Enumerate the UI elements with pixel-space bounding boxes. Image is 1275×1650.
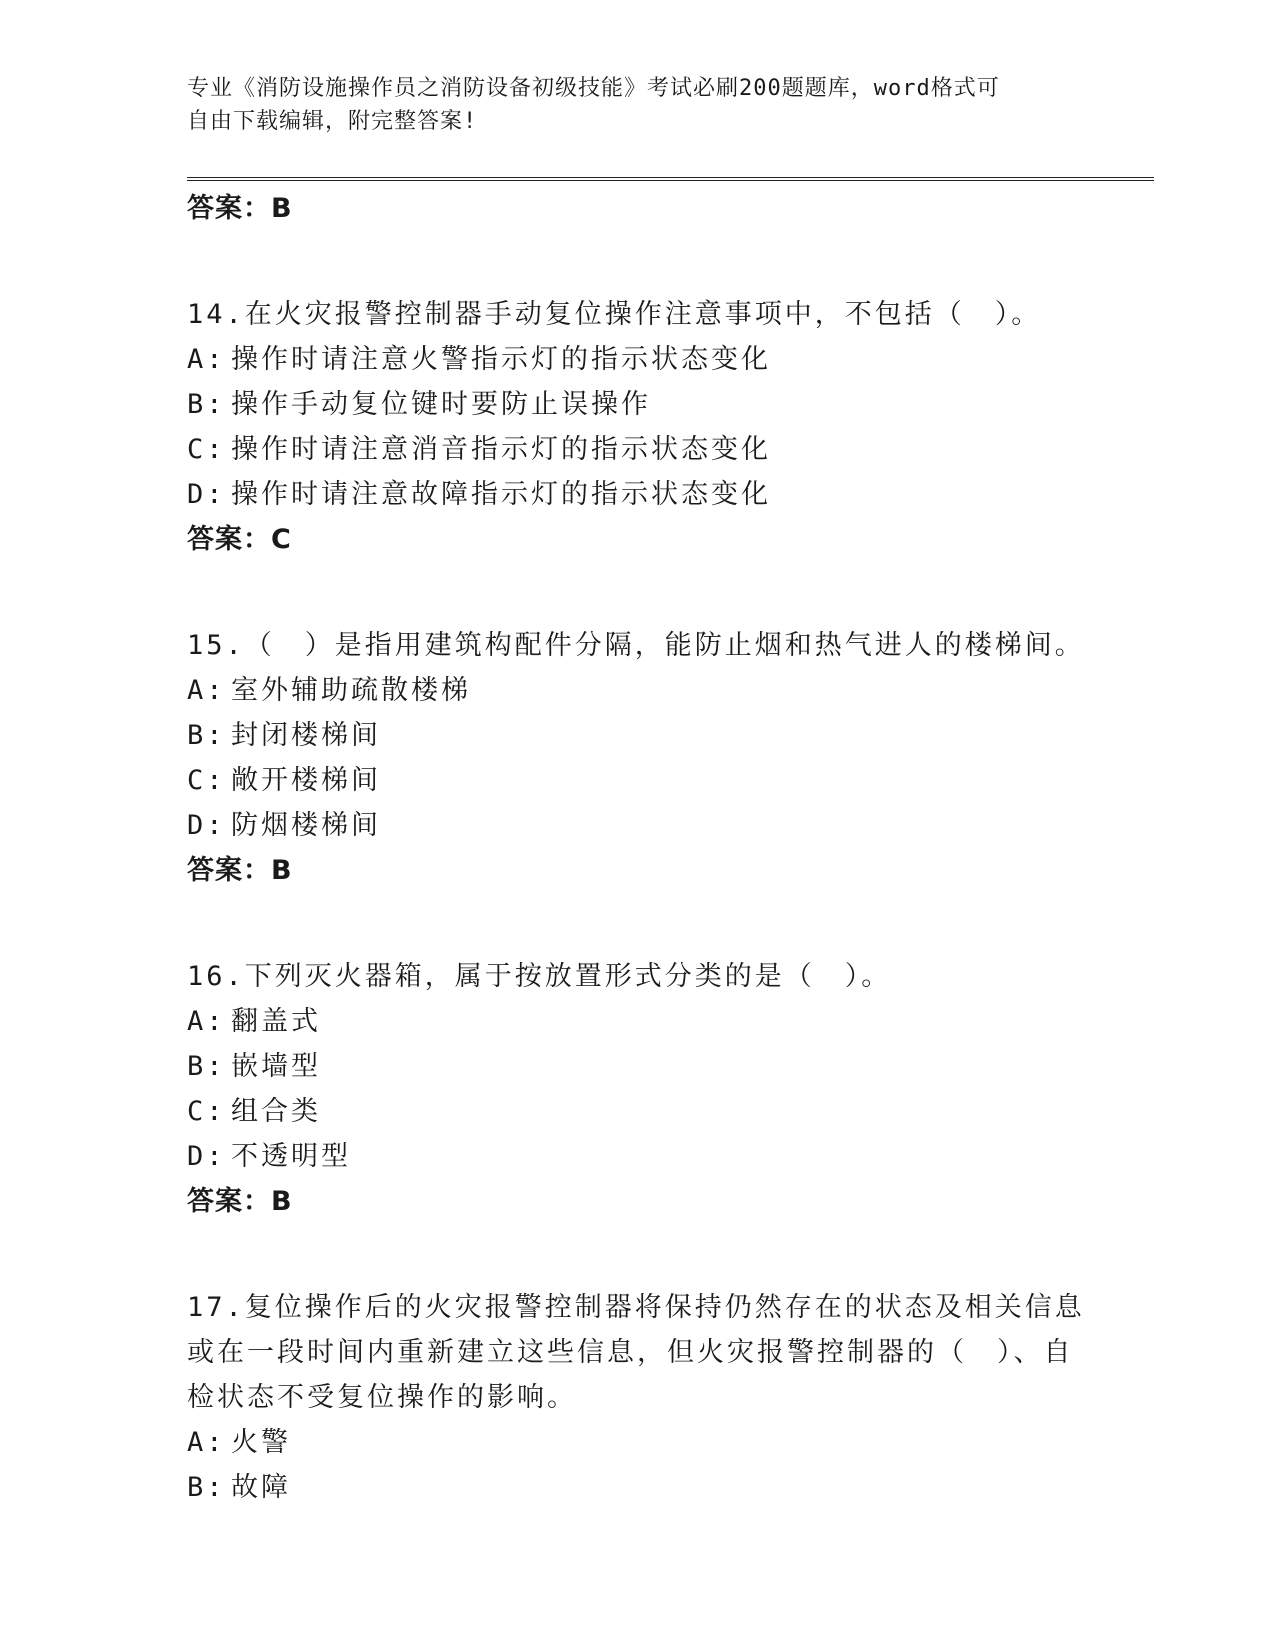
option-a xyxy=(187,999,1087,1044)
option-key: B: xyxy=(187,1051,226,1082)
option-text: 故障 xyxy=(231,1472,291,1503)
option-text: 操作手动复位键时要防止误操作 xyxy=(231,389,651,420)
option-key: C: xyxy=(187,434,226,465)
option-text: 操作时请注意火警指示灯的指示状态变化 xyxy=(231,344,771,375)
option-d xyxy=(187,472,1087,517)
question-text: 15.（ ）是指用建筑构配件分隔，能防止烟和热气进人的楼梯间。 xyxy=(187,630,1085,661)
option-a xyxy=(187,1420,1087,1465)
question-list xyxy=(187,186,1087,1510)
option-key: B: xyxy=(187,720,226,751)
option-key: D: xyxy=(187,810,226,841)
option-key: C: xyxy=(187,1096,226,1127)
option-text: 火警 xyxy=(231,1427,291,1458)
question-text: 16.下列灭火器箱，属于按放置形式分类的是（ ）。 xyxy=(187,961,892,992)
option-text: 操作时请注意故障指示灯的指示状态变化 xyxy=(231,479,771,510)
answer-line: 答案：B xyxy=(187,855,293,886)
option-text: 室外辅助疏散楼梯 xyxy=(231,675,471,706)
answer-line: 答案：B xyxy=(187,193,293,224)
option-c xyxy=(187,1089,1087,1134)
question-block xyxy=(187,1285,1087,1510)
option-text: 不透明型 xyxy=(231,1141,351,1172)
option-a xyxy=(187,337,1087,382)
header-line-1: 专业《消防设施操作员之消防设备初级技能》考试必刷200题题库，word格式可 xyxy=(187,76,1000,101)
question-block xyxy=(187,292,1087,563)
answer-line: 答案：B xyxy=(187,1186,293,1217)
option-a xyxy=(187,668,1087,713)
answer-line: 答案：C xyxy=(187,524,292,555)
option-key: C: xyxy=(187,765,226,796)
option-key: D: xyxy=(187,1141,226,1172)
option-b xyxy=(187,382,1087,427)
option-key: B: xyxy=(187,1472,226,1503)
question-block xyxy=(187,954,1087,1225)
header-divider xyxy=(187,177,1154,181)
option-c xyxy=(187,427,1087,472)
option-text: 组合类 xyxy=(231,1096,321,1127)
option-c xyxy=(187,758,1087,803)
option-key: D: xyxy=(187,479,226,510)
question-text: 17.复位操作后的火灾报警控制器将保持仍然存在的状态及相关信息或在一段时间内重新建立这些信息，但火灾报警控制器的（ ）、自检状态不受复位操作的影响。 xyxy=(187,1292,1085,1413)
option-key: B: xyxy=(187,389,226,420)
document-header xyxy=(187,72,1067,138)
option-d xyxy=(187,803,1087,848)
option-key: A: xyxy=(187,344,226,375)
option-text: 封闭楼梯间 xyxy=(231,720,381,751)
header-line-2: 自由下载编辑，附完整答案! xyxy=(187,109,478,134)
option-b xyxy=(187,1044,1087,1089)
question-text: 14.在火灾报警控制器手动复位操作注意事项中，不包括（ ）。 xyxy=(187,299,1042,330)
option-key: A: xyxy=(187,675,226,706)
option-text: 嵌墙型 xyxy=(231,1051,321,1082)
question-block xyxy=(187,623,1087,894)
option-text: 操作时请注意消音指示灯的指示状态变化 xyxy=(231,434,771,465)
option-key: A: xyxy=(187,1427,226,1458)
option-d xyxy=(187,1134,1087,1179)
option-text: 防烟楼梯间 xyxy=(231,810,381,841)
option-b xyxy=(187,1465,1087,1510)
option-text: 敞开楼梯间 xyxy=(231,765,381,796)
option-text: 翻盖式 xyxy=(231,1006,321,1037)
option-b xyxy=(187,713,1087,758)
option-key: A: xyxy=(187,1006,226,1037)
